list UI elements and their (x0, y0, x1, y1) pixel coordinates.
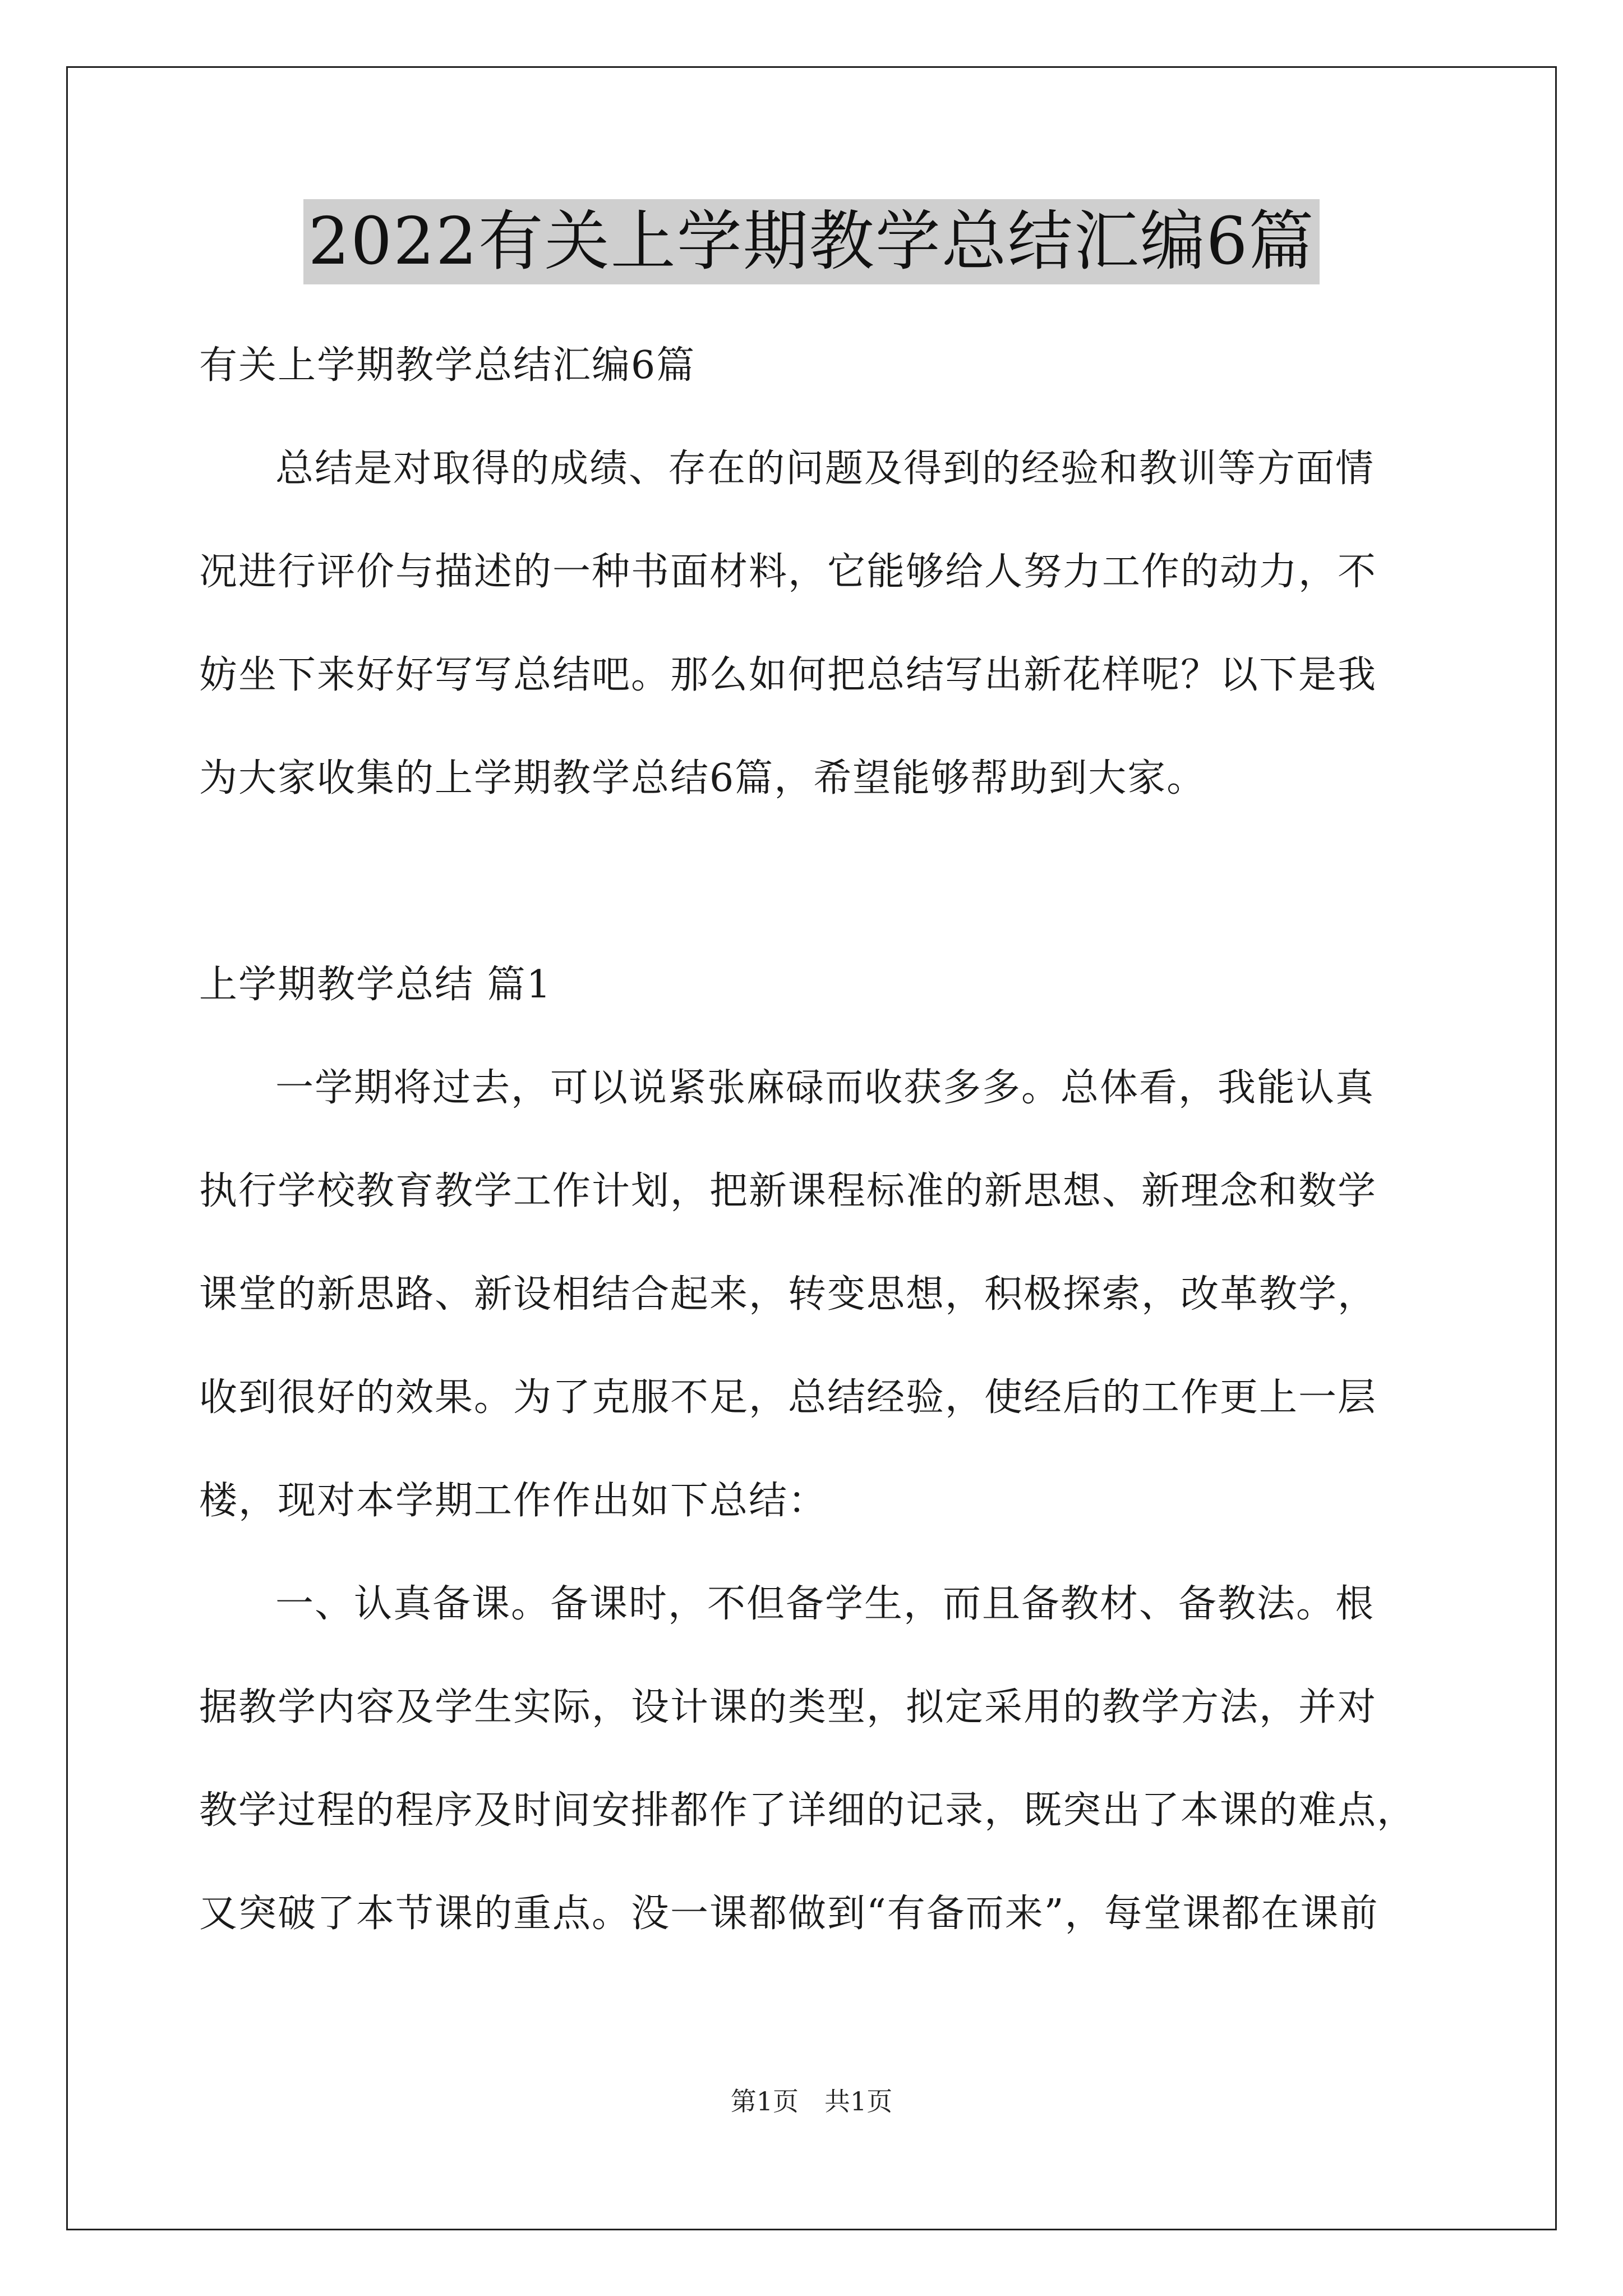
paragraph-line: 又突破了本节课的重点。没一课都做到“有备而来”，每堂课都在课前 (199, 1892, 1379, 1936)
intro-line: 况进行评价与描述的一种书面材料，它能够给人努力工作的动力，不 (199, 550, 1377, 594)
paragraph-spacer (199, 830, 1433, 933)
intro-line: 妨坐下来好好写写总结吧。那么如何把总结写出新花样呢？以下是我 (199, 653, 1377, 697)
section-heading: 上学期教学总结 篇1 (199, 963, 552, 1007)
page-footer: 第1页 共1页 (730, 2086, 893, 2116)
paragraph-line: 执行学校教育教学工作计划，把新课程标准的新思想、新理念和数学 (199, 1169, 1377, 1213)
paragraph-line: 一学期将过去，可以说紧张麻碌而收获多多。总体看，我能认真 (275, 1066, 1375, 1110)
paragraph-line: 据教学内容及学生实际，设计课的类型，拟定采用的教学方法，并对 (199, 1685, 1377, 1729)
paragraph-line: 教学过程的程序及时间安排都作了详细的记录，既突出了本课的难点， (199, 1788, 1417, 1833)
title-container (0, 199, 1623, 284)
document-subtitle: 有关上学期教学总结汇编6篇 (199, 343, 696, 388)
document-title: 2022有关上学期教学总结汇编6篇 (303, 199, 1319, 284)
intro-line: 为大家收集的上学期教学总结6篇，希望能够帮助到大家。 (199, 756, 1206, 800)
document-body (199, 314, 1433, 1966)
intro-line: 总结是对取得的成绩、存在的问题及得到的经验和教训等方面情 (275, 447, 1375, 491)
paragraph-line: 课堂的新思路、新设相结合起来，转变思想，积极探索，改革教学， (199, 1272, 1377, 1317)
paragraph-line: 一、认真备课。备课时，不但备学生，而且备教材、备教法。根 (275, 1582, 1375, 1626)
paragraph-line: 楼，现对本学期工作作出如下总结： (199, 1479, 828, 1523)
paragraph-line: 收到很好的效果。为了克服不足，总结经验，使经后的工作更上一层 (199, 1375, 1377, 1420)
